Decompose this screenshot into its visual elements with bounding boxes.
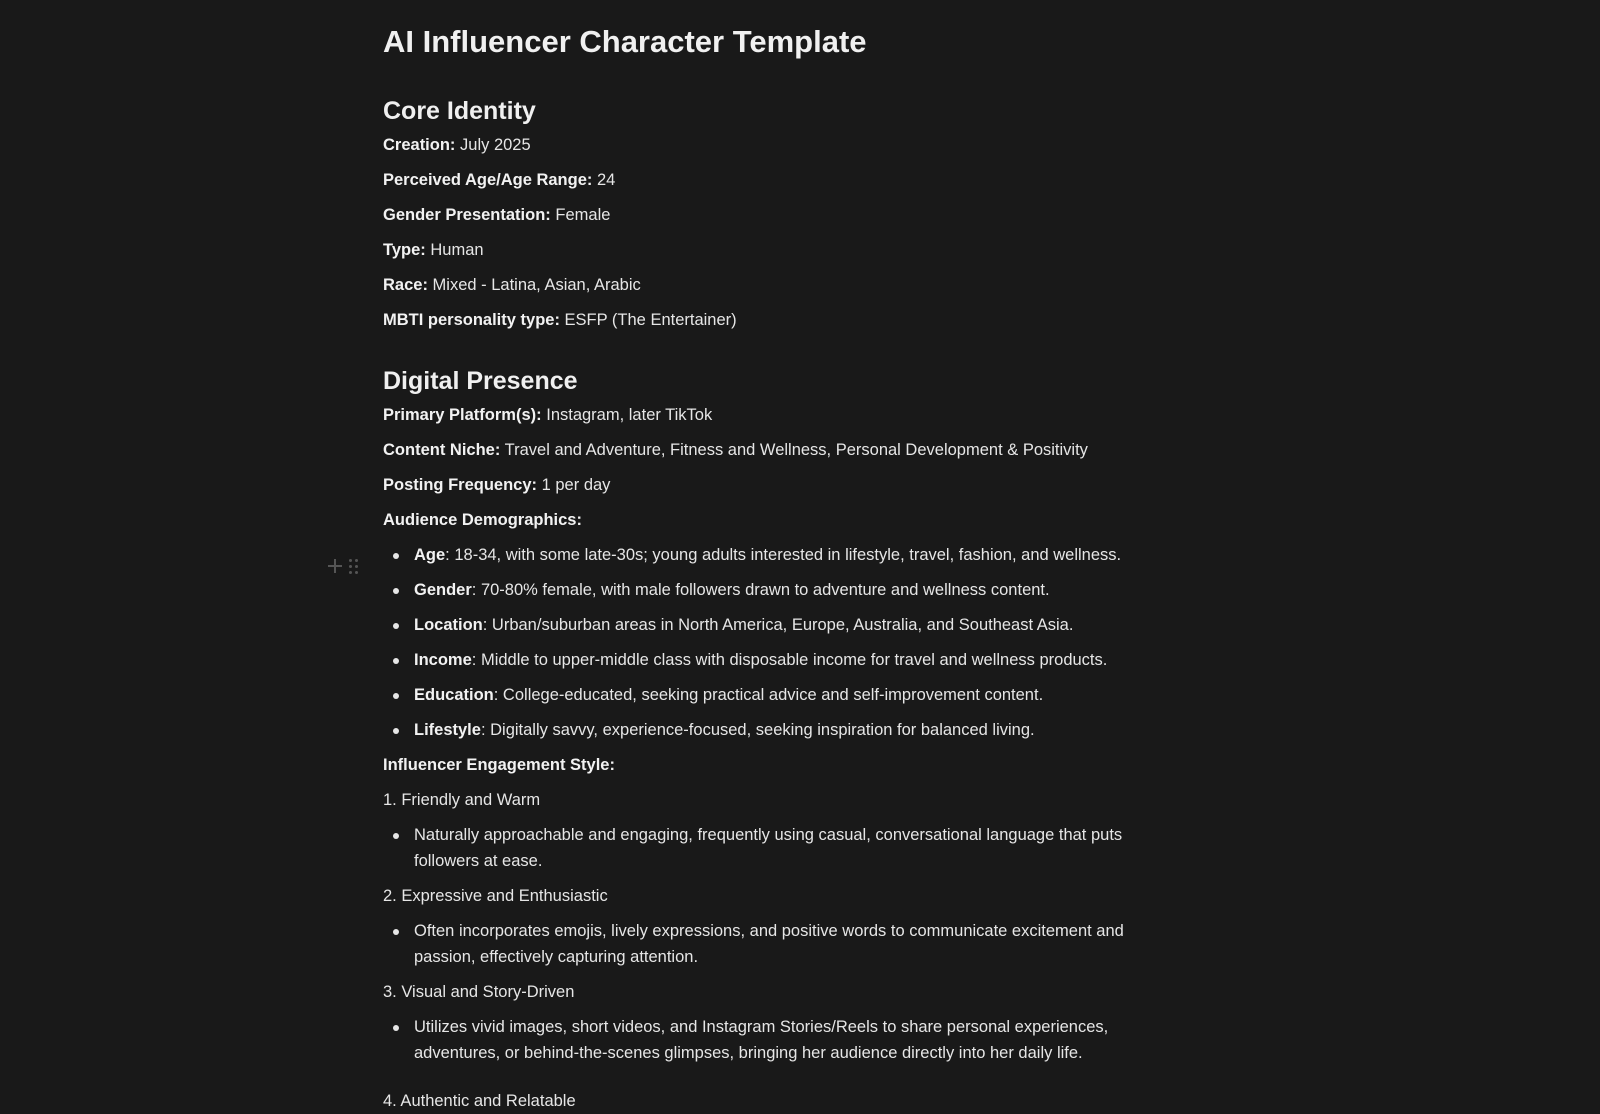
engagement-item-title-partial[interactable]: 4. Authentic and Relatable [383,1092,576,1110]
list-item[interactable]: Age: 18-34, with some late-30s; young adults interested in lifestyle, travel, fashion, and wellness. [383,538,1163,573]
document-content [383,0,1163,1071]
heading-core-identity[interactable]: Core Identity [383,97,536,125]
engagement-item-title[interactable]: 3. Visual and Story-Driven [383,983,575,1001]
audience-list [383,538,1163,748]
prop-perceived-age[interactable]: Perceived Age/Age Range: 24 [383,171,616,189]
drag-handle-icon[interactable] [349,558,359,574]
prop-content-niche[interactable]: Content Niche: Travel and Adventure, Fitness and Wellness, Personal Development & Positivity [383,441,1088,459]
list-item[interactable]: Utilizes vivid images, short videos, and Instagram Stories/Reels to share personal experiences, adventures, or behind-the-scenes glimpses, bringing her audience directly into her daily life. [383,1010,1163,1071]
bullet-icon [393,553,399,559]
engagement-item-title[interactable]: 2. Expressive and Enthusiastic [383,887,608,905]
list-item[interactable]: Education: College-educated, seeking practical advice and self-improvement content. [383,678,1163,713]
bullet-icon [393,588,399,594]
page-title[interactable]: AI Influencer Character Template [383,24,867,59]
audience-demographics-label[interactable]: Audience Demographics: [383,511,582,529]
engagement-detail-list [383,914,1163,975]
list-item[interactable]: Often incorporates emojis, lively expressions, and positive words to communicate excitement and passion, effectively capturing attention. [383,914,1163,975]
bullet-icon [393,658,399,664]
bullet-icon [393,623,399,629]
prop-posting-frequency[interactable]: Posting Frequency: 1 per day [383,476,611,494]
engagement-detail-list [383,818,1163,879]
list-item[interactable]: Naturally approachable and engaging, frequently using casual, conversational language that puts followers at ease. [383,818,1163,879]
list-item[interactable]: Lifestyle: Digitally savvy, experience-focused, seeking inspiration for balanced living. [383,713,1163,748]
engagement-style-label[interactable]: Influencer Engagement Style: [383,756,615,774]
bullet-icon [393,728,399,734]
bullet-icon [393,1025,399,1031]
engagement-detail-list [383,1010,1163,1071]
bullet-icon [393,929,399,935]
prop-creation[interactable]: Creation: July 2025 [383,136,531,154]
prop-primary-platforms[interactable]: Primary Platform(s): Instagram, later TikTok [383,406,713,424]
prop-type[interactable]: Type: Human [383,241,484,259]
engagement-item-title[interactable]: 1. Friendly and Warm [383,791,541,809]
list-item[interactable]: Location: Urban/suburban areas in North America, Europe, Australia, and Southeast Asia. [383,608,1163,643]
bullet-icon [393,833,399,839]
prop-mbti[interactable]: MBTI personality type: ESFP (The Entertainer) [383,311,737,329]
bullet-icon [393,693,399,699]
prop-race[interactable]: Race: Mixed - Latina, Asian, Arabic [383,276,641,294]
plus-icon[interactable] [327,558,343,574]
heading-digital-presence[interactable]: Digital Presence [383,367,578,395]
list-item[interactable]: Gender: 70-80% female, with male followers drawn to adventure and wellness content. [383,573,1163,608]
prop-gender-presentation[interactable]: Gender Presentation: Female [383,206,611,224]
list-item[interactable]: Income: Middle to upper-middle class with disposable income for travel and wellness products. [383,643,1163,678]
block-handle [327,558,359,574]
